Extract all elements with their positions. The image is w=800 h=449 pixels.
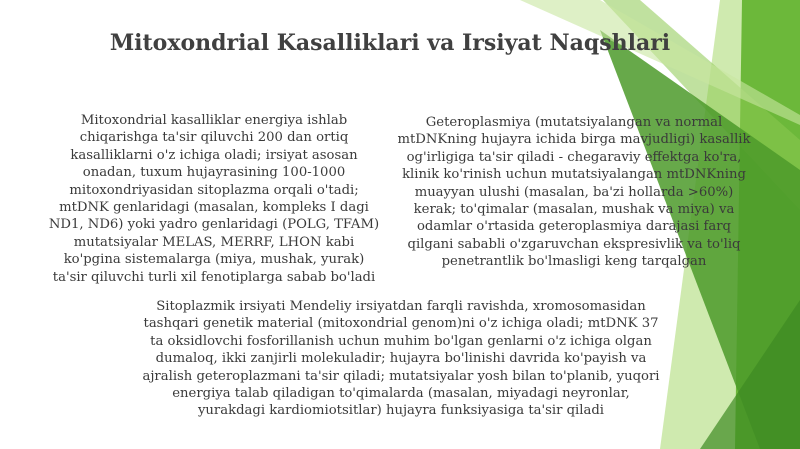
right-text-block: Geteroplasmiya (mutatsiyalangan va normal mtDNKning hujayra ichida birga mavjudligi) kasallik og'irligiga ta'sir qiladi - chegaraviy effektga ko'ra, klinik ko'rinish uchun mutatsiyalangan mtDNKning muayyan ulushi (masalan, ba'zi hollarda >60%) kerak; to'qimalar (masalan, mushak va miya) va odamlar o'rtasida geteroplasmiya darajasi farq qilgani sababli o'zgaruvchan ekspresivlik va to'liq penetrantlik bo'lmasligi keng tarqalgan <box>397 115 751 270</box>
left-text-block: Mitoxondrial kasalliklar energiya ishlab chiqarishga ta'sir qiluvchi 200 dan ortiq kasalliklarni o'z ichiga oladi; irsiyat asosan onadan, tuxum hujayrasining 100-1000 mitoxondriyasidan sitoplazma orqali o'tadi; mtDNK genlaridagi (masalan, kompleks I dagi ND1, ND6) yoki yadro genlaridagi (POLG, TFAM) mutatsiyalar MELAS, MERRF, LHON kabi ko'pgina sistemalarga (miya, mushak, yurak) ta'sir qiluvchi turli xil fenotiplarga sabab bo'ladi <box>48 113 380 285</box>
bottom-text-block: Sitoplazmik irsiyati Mendeliy irsiyatdan farqli ravishda, xromosomasidan tashqari genetik material (mitoxondrial genom)ni o'z ichiga oladi; mtDNK 37 ta oksidlovchi fosforillanish uchun muhim bo'lgan genlarni o'z ichiga olgan dumaloq, ikki zanjirli molekuladir; hujayra bo'linishi davrida ko'payish va ajralish geteroplazmani ta'sir qiladi; mutatsiyalar yosh bilan to'planib, yuqori energiya talab qiladigan to'qimalarda (masalan, miyadagi neyronlar, yurakdagi kardiomiotsitlar) hujayra funksiyasiga ta'sir qiladi <box>142 299 660 419</box>
slide-title: Mitoxondrial Kasalliklari va Irsiyat Naqshlari <box>109 30 671 56</box>
